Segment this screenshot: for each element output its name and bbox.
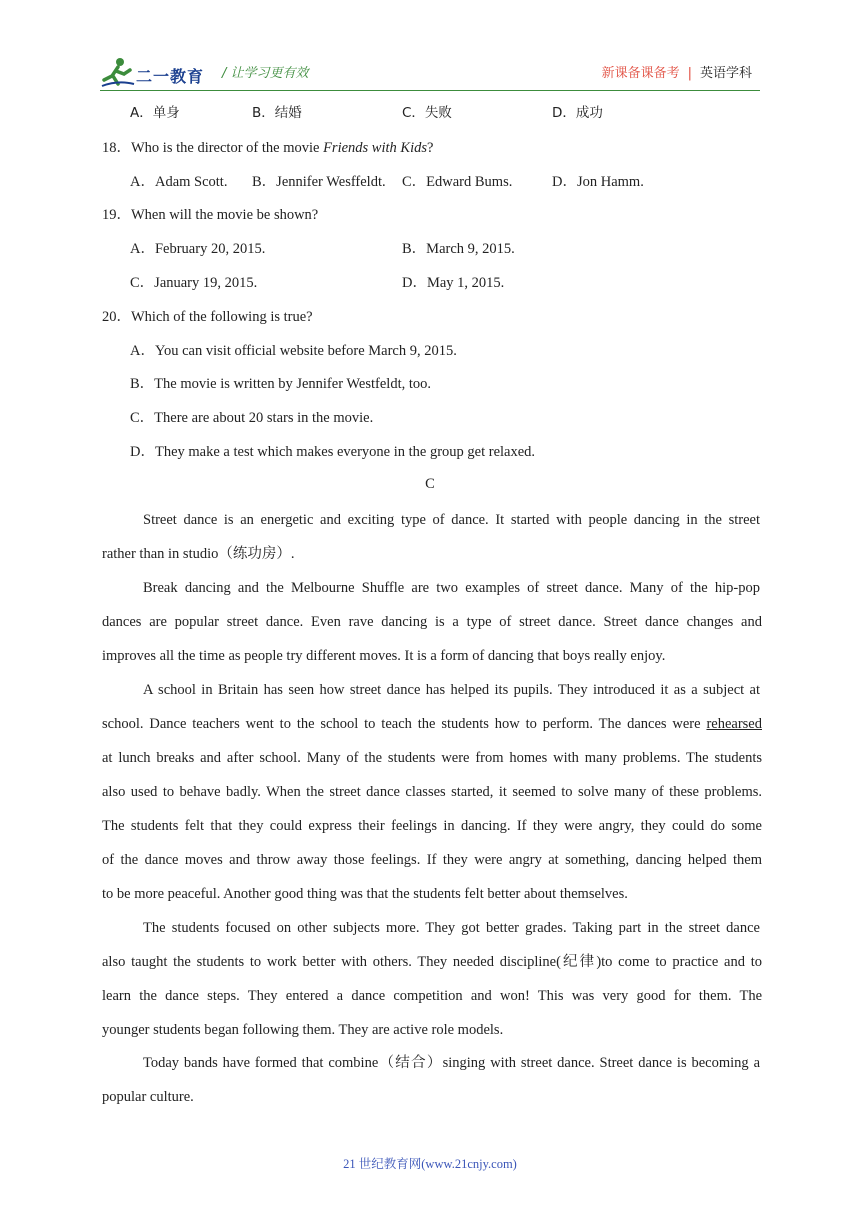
p3-line2	[102, 714, 762, 734]
logo-text: 二一教育	[136, 67, 205, 86]
p3-line1: A school in Britain has seen how street dance has helped its pupils. They introduced it as a subject at	[143, 682, 760, 698]
q20-question: 20．Which of the following is true?	[102, 309, 313, 325]
p3-line4: also used to behave badly. When the street dance classes started, it seemed to solve many of these problems.	[102, 784, 762, 800]
header-slogan: / 让学习更有效	[222, 66, 309, 81]
header-right	[602, 62, 752, 81]
q19-option-a: A．February 20, 2015.	[130, 241, 266, 257]
q19-option-d: D．May 1, 2015.	[402, 275, 505, 291]
q18-movie-title: Friends with Kids	[323, 140, 428, 156]
q17-options	[102, 103, 762, 123]
p5-line2: popular culture.	[102, 1089, 194, 1105]
p3-line7: to be more peaceful. Another good thing was that the students felt better about themselves.	[102, 886, 628, 902]
header-tagline: 新课备课备考	[601, 66, 680, 81]
runner-icon	[100, 56, 136, 88]
q20-option-c: C．There are about 20 stars in the movie.	[130, 410, 374, 426]
page-header	[100, 56, 760, 92]
q18-option-a: A．Adam Scott.	[130, 174, 228, 190]
q20-option-a: A．You can visit official website before March 9, 2015.	[130, 343, 457, 359]
p1-line2: rather than in studio（练功房）.	[102, 546, 295, 562]
header-separator: |	[687, 66, 692, 81]
section-label: C	[425, 476, 435, 492]
p5-line1: Today bands have formed that combine（结合）singing with street dance. Street dance is becoming a	[143, 1055, 760, 1071]
p3-line3: at lunch breaks and after school. Many of the students were from homes with many problems. The students	[102, 750, 762, 766]
q19-options-row1	[102, 239, 762, 259]
q19-options-row2	[102, 273, 762, 293]
q17-option-c: C．失败	[402, 105, 452, 121]
q18-suffix: ?	[427, 140, 434, 156]
p4-line2: also taught the students to work better with others. They needed discipline(纪律)to come to practice and to	[102, 954, 762, 970]
p4-line3: learn the dance steps. They entered a dance competition and won! This was very good for them. The	[102, 988, 762, 1004]
q18-options	[102, 172, 762, 192]
q18-option-b: B．Jennifer Wesffeldt.	[252, 174, 386, 190]
p1-line1: Street dance is an energetic and exciting type of dance. It started with people dancing in the street	[143, 512, 760, 528]
logo	[100, 56, 210, 88]
p3-line2-text: school. Dance teachers went to the school to teach the students how to perform. The dances were	[102, 716, 707, 732]
p2-line1: Break dancing and the Melbourne Shuffle are two examples of street dance. Many of the hip-pop	[143, 580, 760, 596]
q19-option-c: C．January 19, 2015.	[130, 275, 258, 291]
p2-line3: improves all the time as people try different moves. It is a form of dancing that boys really enjoy.	[102, 648, 666, 664]
q18-question	[102, 138, 433, 158]
q18-option-c: C．Edward Bums.	[402, 174, 513, 190]
q19-option-b: B．March 9, 2015.	[402, 241, 515, 257]
q17-option-a: A．单身	[130, 105, 180, 121]
q20-option-d: D．They make a test which makes everyone in the group get relaxed.	[130, 444, 536, 460]
p4-line1: The students focused on other subjects more. They got better grades. Taking part in the street dance	[143, 920, 760, 936]
q18-text: 18．Who is the director of the movie	[102, 140, 324, 156]
q19-question: 19．When will the movie be shown?	[102, 207, 319, 223]
page-footer: 21 世纪教育网(www.21cnjy.com)	[343, 1157, 517, 1171]
p3-line5: The students felt that they could express their feelings in dancing. If they were angry, they could do some	[102, 818, 762, 834]
q17-option-d: D．成功	[552, 105, 603, 121]
underlined-word: rehearsed	[706, 716, 762, 732]
p2-line2: dances are popular street dance. Even rave dancing is a type of street dance. Street dance changes and	[102, 614, 762, 630]
q17-option-b: B．结婚	[252, 105, 302, 121]
p4-line4: younger students began following them. They are active role models.	[102, 1022, 504, 1038]
q18-option-d: D．Jon Hamm.	[552, 174, 644, 190]
header-divider	[100, 90, 760, 91]
header-subject: 英语学科	[699, 66, 752, 81]
q20-option-b: B．The movie is written by Jennifer Westfeldt, too.	[130, 376, 431, 392]
p3-line6: of the dance moves and throw away those feelings. If they were angry at something, dancing helped them	[102, 852, 762, 868]
